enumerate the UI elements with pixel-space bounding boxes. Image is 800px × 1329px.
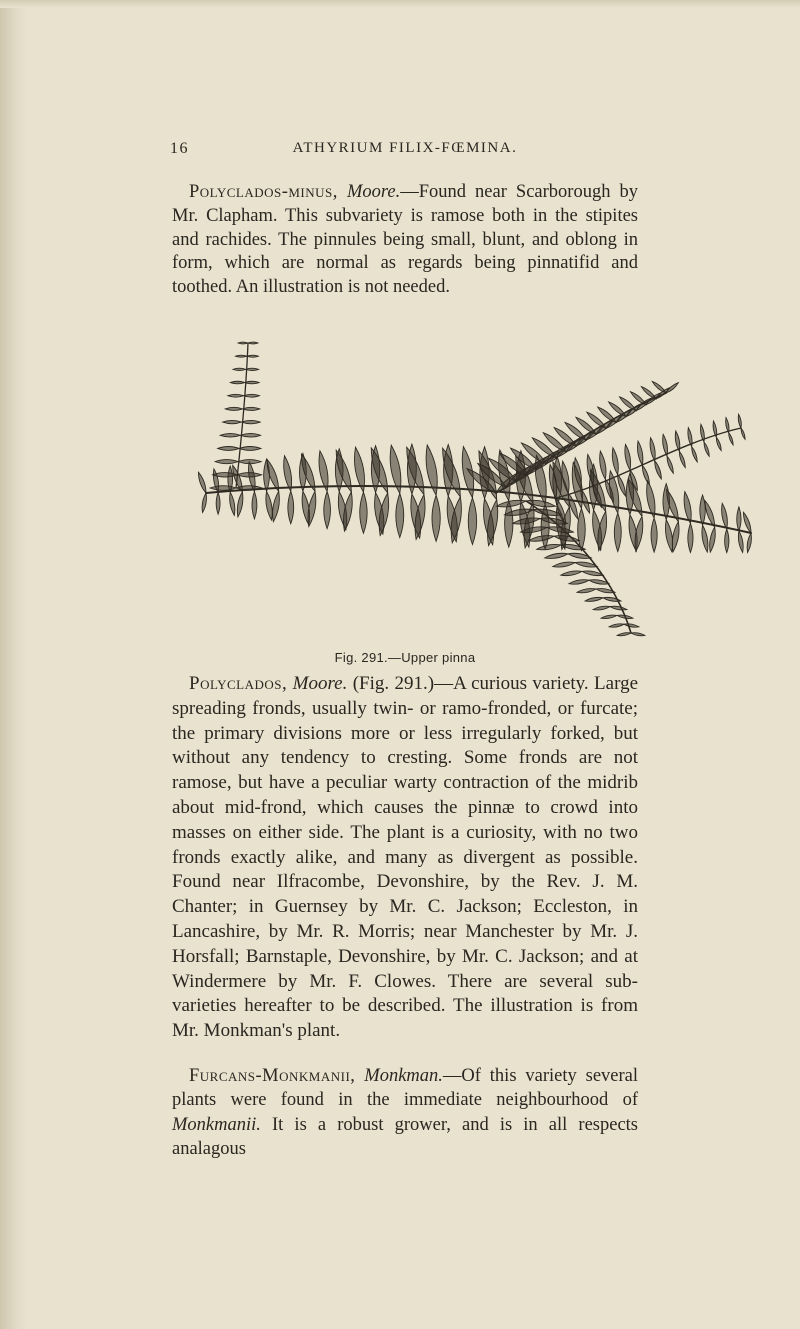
pinnule-leaf: [218, 447, 240, 451]
pinnule-leaf: [652, 381, 666, 393]
pinnule-leaf: [738, 414, 741, 428]
pinnule-leaf: [244, 394, 260, 397]
pinnule-leaf: [247, 355, 258, 357]
pinnule-leaf: [561, 571, 582, 576]
pinnule-leaf: [529, 536, 554, 542]
pinnule-leaf: [702, 525, 708, 552]
pinnule-leaf: [635, 516, 643, 551]
pinnule-leaf: [220, 433, 240, 437]
pinnule-leaf: [667, 456, 673, 473]
paragraph-text: —Found near Scarborough by Mr. Clapham. This subvariety is ramose both in the stipites and rachides. The pinnules being small, blunt, and oblong in form, which are normal as regards being pinnatifid and toothed. An illustration is not needed.: [172, 182, 639, 298]
pinnule-leaf: [710, 527, 716, 552]
pinnule-leaf: [198, 472, 206, 493]
pinnule-leaf: [225, 407, 242, 410]
pinnule-leaf: [432, 495, 440, 541]
pinnule-leaf: [741, 428, 745, 439]
page-top-edge: [0, 0, 800, 8]
pinnule-leaf: [223, 420, 242, 423]
fern-pinna-illustration: [196, 333, 766, 678]
pinnule-leaf: [663, 434, 668, 456]
pinnule-leaf: [284, 456, 292, 492]
pinnule-leaf: [637, 441, 642, 465]
variety-author: Moore.: [292, 673, 348, 694]
pinnule-leaf: [672, 522, 679, 552]
pinnule-leaf: [233, 368, 246, 370]
pinnule-leaf: [343, 492, 352, 531]
pinnule-leaf: [202, 493, 206, 512]
pinnule-leaf: [324, 491, 331, 528]
pinnule-leaf: [553, 562, 575, 567]
paragraph-text: (Fig. 291.)—A curious variety. Large spreading fronds, usually twin- or ramo-fronded, or furcate; the primary divisions more or less irregularly forked, but without any tendency to cresting. Some fronds are not ramose, but have a peculiar warty contraction of the midrib about mid-frond, which causes the pinnæ to crowd into masses on either side. The plant is a curiosity, with no two fronds exactly alike, and many as divergent as possible. Found near Ilfracombe, Devonshire, by the Rev. J. M. Chanter; in Guernsey by Mr. C. Jackson; Eccleston, in Lancashire, by Mr. R. Morris; near Manchester by Mr. J. Horsfall; Barnstaple, Devonshire, by Mr. C. Jackson; and at Windermere by Mr. F. Clowes. There are several sub-varieties hereafter to be described. The illustration is from Mr. Monkman's plant.: [172, 673, 639, 1042]
pinnule-leaf: [618, 475, 626, 496]
pinnule-leaf: [692, 447, 698, 462]
pinnule-leaf: [360, 492, 367, 533]
pinnule-leaf: [726, 418, 729, 433]
pinnule-leaf: [241, 420, 260, 423]
pinnule-leaf: [319, 451, 328, 492]
pinnule-leaf: [612, 448, 618, 475]
pinnule-leaf: [743, 512, 751, 533]
pinnule-leaf: [228, 394, 244, 397]
pinnule-leaf: [651, 518, 657, 552]
pinnule-leaf: [738, 531, 743, 552]
paragraph-polyclados-minus: [172, 181, 638, 300]
pinnule-leaf: [729, 433, 733, 445]
pinnule-leaf: [593, 606, 610, 610]
pinnule-leaf: [396, 493, 404, 537]
pinnule-leaf: [610, 606, 627, 610]
pinnule-leaf: [248, 342, 258, 344]
pinnule-leaf: [700, 495, 705, 525]
pinnule-leaf: [641, 387, 656, 399]
figure-caption: Fig. 291.—Upper pinna: [334, 650, 476, 665]
pinnule-leaf: [216, 493, 220, 515]
pinnule-leaf: [617, 615, 633, 619]
page-binding-edge: [0, 0, 28, 1329]
pinnule-leaf: [245, 381, 259, 384]
running-title: ATHYRIUM FILIX-FŒMINA.: [292, 140, 518, 156]
pinnule-leaf: [631, 633, 645, 636]
pinnule-leaf: [747, 533, 751, 552]
pinnule-leaf: [625, 444, 631, 470]
pinnule-leaf: [239, 447, 261, 451]
pinnule-leaf: [600, 451, 606, 479]
pinnule-leaf: [666, 383, 678, 393]
pinnule-leaf: [273, 491, 280, 521]
italic-reference: Monkmanii.: [172, 1114, 261, 1135]
pinnule-leaf: [545, 553, 568, 558]
pinnule-leaf: [587, 454, 594, 484]
pinnule-leaf: [688, 523, 693, 552]
pinnule-leaf: [665, 520, 672, 552]
pinnule-leaf: [650, 438, 655, 461]
paragraph-text: —Of this variety several plants were found in the immediate neighbourhood of: [172, 1066, 639, 1111]
variety-author: Moore.: [346, 182, 401, 202]
paragraph-furcans-monkmanii: [172, 1064, 638, 1162]
pinnule-leaf: [513, 518, 540, 524]
pinnule-leaf: [609, 624, 624, 627]
pinnule-leaf: [252, 492, 257, 519]
pinnule-leaf: [215, 460, 238, 464]
pinnule-leaf: [722, 503, 728, 529]
pinnule-leaf: [614, 513, 621, 552]
pinnule-leaf: [266, 491, 272, 520]
pinnule-leaf: [630, 392, 646, 405]
pinnule-leaf: [568, 553, 591, 558]
pinnule-leaf: [675, 431, 680, 451]
pinnule-leaf: [609, 402, 626, 417]
variety-name: Furcans-Monkmanii,: [189, 1066, 356, 1086]
pinnule-leaf: [598, 511, 607, 550]
pinnule-leaf: [554, 536, 579, 542]
pinnule-leaf: [620, 397, 636, 411]
pinnule-leaf: [655, 461, 662, 479]
pinnule-leaf: [505, 501, 513, 547]
pinnule-leaf: [617, 633, 631, 636]
pinnule-leaf: [737, 507, 741, 531]
pinnule-leaf: [238, 342, 248, 344]
pinnule-leaf: [577, 589, 596, 593]
pinnule-leaf: [598, 407, 616, 422]
pinnule-leaf: [238, 460, 261, 464]
pinnule-leaf: [308, 491, 316, 526]
pinnule-leaf: [237, 492, 243, 517]
pinnule-leaf: [213, 473, 238, 477]
pinnule-leaf: [230, 492, 235, 515]
pinnule-leaf: [569, 580, 589, 584]
variety-name: Polyclados-minus,: [189, 182, 338, 202]
pinnule-leaf: [603, 597, 621, 601]
pinnule-leaf: [526, 500, 556, 507]
paragraph-text-continued: It is a robust grower, and is in all respects analagous: [172, 1114, 638, 1160]
pinnule-leaf: [713, 421, 717, 437]
pinnule-leaf: [624, 624, 639, 627]
pinnule-leaf: [679, 451, 685, 467]
pinnule-leaf: [243, 407, 260, 410]
pinnule-leaf: [288, 491, 294, 523]
pinnule-leaf: [237, 473, 262, 477]
pinnule-leaf: [642, 465, 649, 484]
pinnule-leaf: [468, 498, 476, 545]
pinnule-leaf: [235, 355, 246, 357]
paragraph-polyclados: [172, 672, 638, 1044]
pinnule-leaf: [725, 529, 729, 553]
variety-author: Monkman.: [364, 1066, 443, 1086]
pinnule-leaf: [236, 486, 262, 491]
pinnule-leaf: [704, 442, 709, 456]
running-head: [170, 140, 640, 164]
pinnule-leaf: [246, 368, 259, 370]
pinnule-leaf: [601, 615, 617, 619]
pinnule-leaf: [230, 381, 244, 384]
pinnule-leaf: [240, 433, 260, 437]
pinnule-leaf: [210, 486, 236, 491]
pinnule-leaf: [716, 437, 721, 450]
pinnule-leaf: [688, 428, 692, 447]
pinnule-leaf: [700, 424, 704, 442]
pinnule-leaf: [537, 544, 561, 549]
variety-name: Polyclados,: [189, 673, 288, 694]
page-number: 16: [170, 140, 189, 157]
pinnule-leaf: [585, 597, 603, 601]
